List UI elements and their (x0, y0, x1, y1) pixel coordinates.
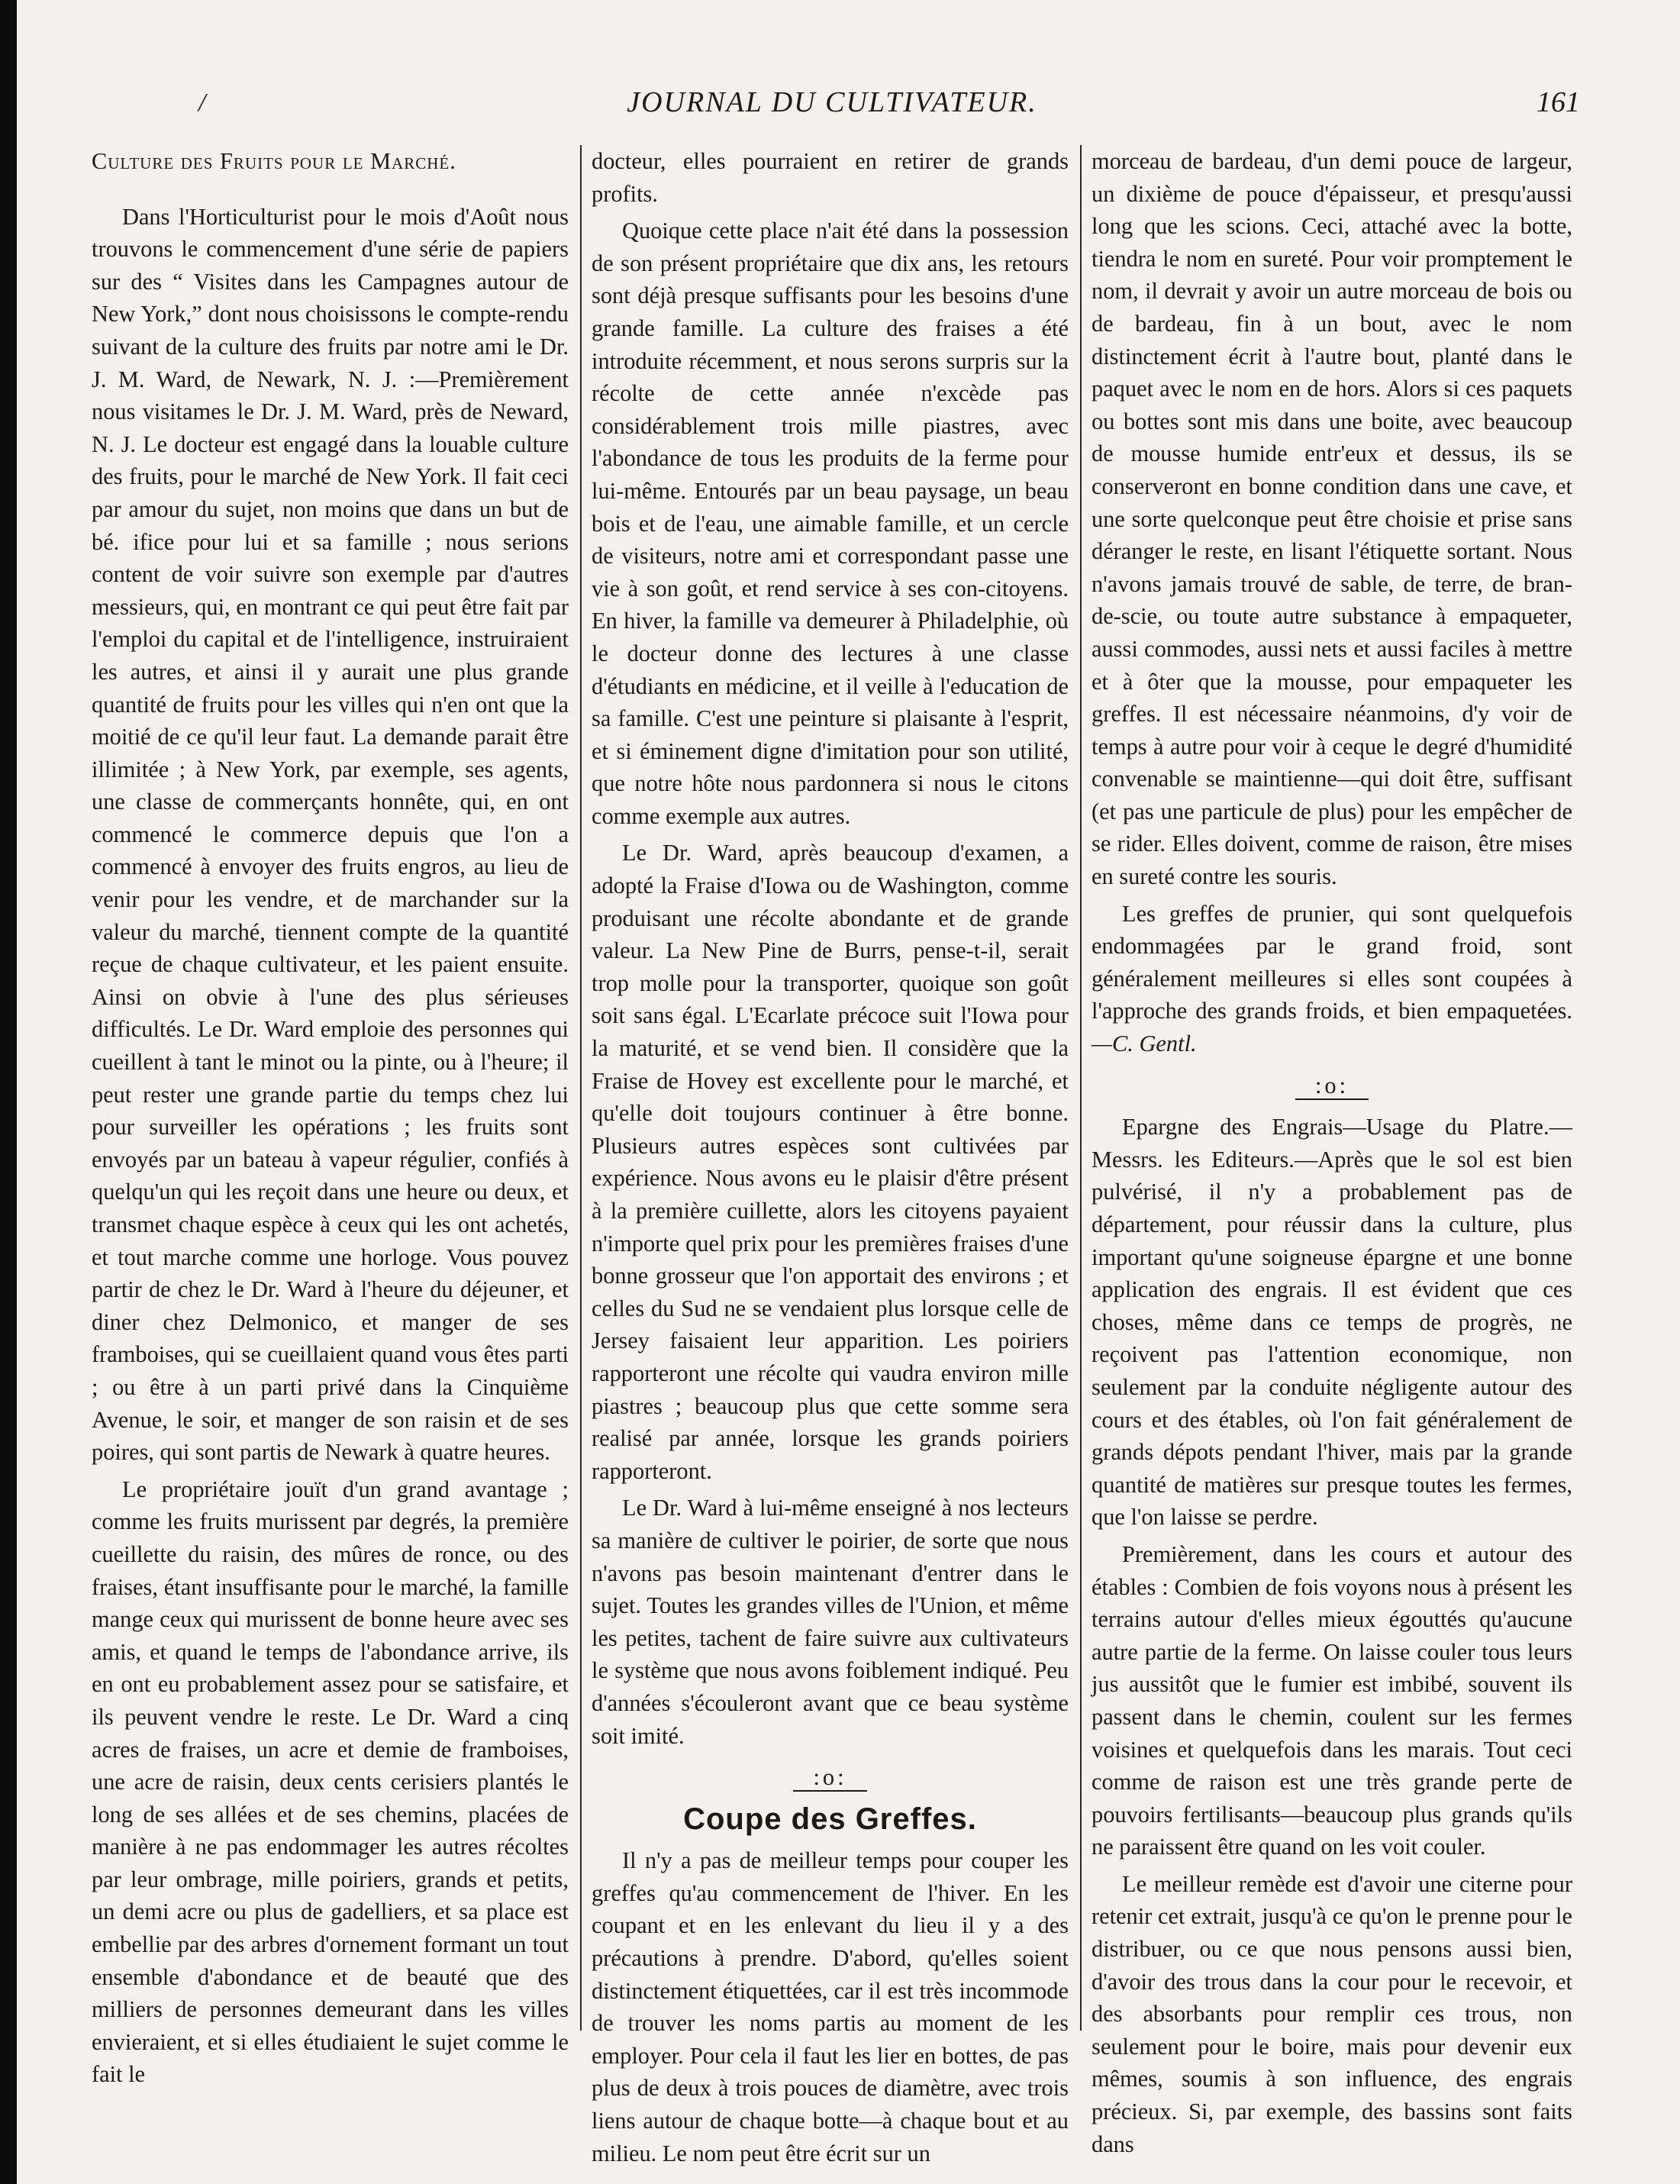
column-rule-1 (580, 145, 582, 2031)
section-divider (1092, 1069, 1572, 1102)
section-title: Coupe des Greffes. (683, 1802, 977, 1836)
paragraph: Epargne des Engrais—Usage du Platre.—Messrs. les Editeurs.—Après que le sol est bien pulvérisé, il n'y a probablement pas de département, pour réussir dans la culture, plus important qu'une soigneuse épargne et une bonne application des engrais. Il est évident que ces choses, même dans ce temps de progrès, ne reçoivent pas l'attention economique, non seulement par la conduite négligente autour des cours et des étables, où l'on fait généralement de grands dépots pendant l'hiver, mais par la grande quantité de matières sur presque toutes les fermes, que l'on laisse se perdre. (1092, 1114, 1572, 1531)
divider-mark: :o: (1295, 1073, 1369, 1100)
paragraph-text: Les greffes de prunier, qui sont quelquefois endommagées par le grand froid, sont généralement meilleures si elles sont coupées à l'approche des grands froids, et bien empaquetées. (1092, 900, 1572, 1024)
paragraph: morceau de bardeau, d'un demi pouce de largeur, un dixième de pouce d'épaisseur, et presqu'aussi long que les scions. Ceci, attaché avec la botte, tiendra le nom en sureté. Pour voir promptement le nom, il devrait y avoir un autre morceau de bois ou de bardeau, fin à un bout, avec le nom distinctement écrit à l'autre bout, planté dans le paquet avec le nom en de hors. Alors si ces paquets ou bottes sont mis dans une boite, avec beaucoup de mousse humide entr'eux et dessus, ils se conserveront en bonne condition dans une cave, et une sorte quelconque peut être choisie et prise sans déranger le reste, en lisant l'étiquette sortant. Nous n'avons jamais trouvé de sable, de terre, de bran-de-scie, ou toute autre substance à empaqueter, aussi commodes, aussi nets et aussi faciles à mettre et à ôter que la mousse, pour empaqueter les greffes. Il est nécessaire néanmoins, d'y voir de temps à autre pour voir à ceque le degré d'humidité convenable se maintienne—qui doit être, suffisant (et pas une particule de plus) pour les empêcher de se rider. Elles doivent, comme de raison, être mises en sureté contre les souris. (1092, 148, 1572, 890)
paragraph (1092, 898, 1572, 1060)
signature: —C. Gentl. (1092, 1031, 1197, 1057)
section-divider (592, 1761, 1069, 1794)
page-number: 161 (1537, 86, 1580, 118)
paragraph: Il n'y a pas de meilleur temps pour couper les greffes qu'au commencement de l'hiver. En les coupant et en les enlevant du lieu il y a des précautions à prendre. D'abord, qu'elles soient distinctement étiquettées, car il est très incommode de trouver les noms partis au moment de les employer. Pour cela il faut les lier en bottes, de pas plus de deux à trois pouces de diamètre, avec trois liens autour de chaque botte—à chaque bout et au milieu. Le nom peut être écrit sur un (592, 1847, 1069, 2166)
column-2 (592, 145, 1069, 2166)
paragraph: docteur, elles pourraient en retirer de grands profits. (592, 148, 1069, 207)
column-3 (1092, 145, 1572, 2157)
paragraph: Le Dr. Ward, après beaucoup d'examen, a adopté la Fraise d'Iowa ou de Washington, comme produisant une récolte abondante et de grande valeur. La New Pine de Burrs, pense-t-il, serait trop molle pour la transporter, quoique son goût soit sans égal. L'Ecarlate précoce suit l'Iowa pour la maturité, et se vend bien. Il considère que la Fraise de Hovey est excellente pour le marché, et qu'elle doit toujours continuer à être bonne. Plusieurs autres espèces sont cultivées par expérience. Nous avons eu le plaisir d'être présent à la première cuillette, alors les citoyens payaient n'importe quel prix pour les premières fraises d'une bonne grosseur que l'on apportait des environs ; et celles du Sud ne se vendaient plus lorsque celle de Jersey faisaient leur apparition. Les poiriers rapporteront une récolte qui vaudra environ mille piastres ; beaucoup plus que cette somme sera realisé par année, lorsque les grands poiriers rapporteront. (592, 840, 1069, 1484)
paragraph: Premièrement, dans les cours et autour des étables : Combien de fois voyons nous à présent les terrains autour d'elles mieux égouttés qu'aucune autre partie de la ferme. On laisse couler tous leurs jus aussitôt que le fumier est imbibé, souvent ils passent dans le chemin, coulent sur les fermes voisines et quelquefois dans les marais. Tout ceci comme de raison est une très grande perte de pouvoirs fertilisants—beaucoup plus grands qu'ils ne paraissent être quand on les voit couler. (1092, 1540, 1572, 1860)
article-headline: Culture des Fruits pour le Marché. (92, 148, 456, 174)
paragraph: Le Dr. Ward à lui-même enseigné à nos lecteurs sa manière de cultiver le poirier, de sorte que nous n'avons pas besoin maintenant d'entrer dans le sujet. Toutes les grandes villes de l'Union, et même les petites, tachent de faire suivre aux cultivateurs le système que nous avons foiblement indiqué. Peu d'années s'écouleront avant que ce beau système soit imité. (592, 1495, 1069, 1749)
journal-title: JOURNAL DU CULTIVATEUR. (627, 86, 1037, 118)
paragraph: Quoique cette place n'ait été dans la possession de son présent propriétaire que dix ans, les retours sont déjà presque suffisants pour les besoins d'une grande famille. La culture des fraises a été introduite récemment, et nous serons surpris sur la récolte de cette année n'excède pas considérablement trois mille piastres, avec l'abondance de tous les produits de la ferme pour lui-même. Entourés par un beau paysage, un beau bois et de l'eau, une aimable famille, et un cercle de visiteurs, notre ami et correspondant passe une vie à son goût, et rend service à ses con-citoyens. En hiver, la famille va demeurer à Philadelphie, où le docteur donne des lectures à une classe d'étudiants en médicine, et il veille à l'education de sa famille. C'est une peinture si plaisante à l'esprit, et si éminement digne d'imitation pour son utilité, que notre hôte nous pardonnera si nous le citons comme exemple aux autres. (592, 218, 1069, 829)
paragraph: Dans l'Horticulturist pour le mois d'Août nous trouvons le commencement d'une série de papiers sur des “ Visites dans les Campagnes autour de New York,” dont nous choisissons le compte-rendu suivant de la culture des fruits par notre ami le Dr. J. M. Ward, de Newark, N. J. :—Premièrement nous visitames le Dr. J. M. Ward, près de Neward, N. J. Le docteur est engagé dans la louable culture des fruits, pour le marché de New York. Il fait ceci par amour du sujet, non moins que dans un but de bé. ifice pour lui et sa famille ; nous serions content de voir suivre son exemple par d'autres messieurs, qui, en montrant ce qui peut être fait par l'emploi du capital et de l'intelligence, instruiraient les autres, et ainsi il y aurait une plus grande quantité de fruits pour les villes qui n'en ont que la moitié de ce qu'il leur faut. La demande parait être illimitée ; à New York, par exemple, ses agents, une classe de commerçants honnête, qui, en ont commencé le commerce depuis que l'on a commencé à envoyer des fruits engros, au lieu de venir pour les vendre, et de marchander sur la valeur du marché, tiennent compte de la quantité reçue de chaque cultivateur, et les paient ensuite. Ainsi on obvie à l'une des plus sérieuses difficultés. Le Dr. Ward emploie des personnes qui cueillent à tant le minot ou la pinte, ou à l'heure; il peut rester une grande partie du temps chez lui pour surveiller les opérations ; les fruits sont envoyés par un bateau à vapeur régulier, confiés à quelqu'un qui les reçoit dans une heure ou deux, et transmet chaque espèce à ceux qui les ont achetés, et tout marche comme une horloge. Vous pouvez partir de chez le Dr. Ward à l'heure du déjeuner, et diner chez Delmonico, et manger de ses framboises, qui se cueillaient quand vous êtes parti ; ou être à un parti privé dans la Cinquième Avenue, le soir, et manger de son raisin et de ses poires, qui sont partis de Newark à quatre heures. (92, 203, 569, 1466)
binding-edge (0, 0, 17, 2184)
column-rule-2 (1080, 145, 1082, 2031)
paragraph: Le propriétaire jouït d'un grand avantage ; comme les fruits murissent par degrés, la première cueillette du raisin, des mûres de ronce, ou des fraises, étant insuffisante pour le marché, la famille mange ceux qui murissent de bonne heure avec ses amis, et quand le temps de l'abondance arrive, ils en ont eu probablement assez pour se satisfaire, et ils peuvent vendre le reste. Le Dr. Ward a cinq acres de fraises, un acre et demie de framboises, une acre de raisin, deux cents cerisiers plantés le long de ses allées et de ses chemins, placées de manière à ne pas endommager les autres récoltes par leur ombrage, mille poiriers, grands et petits, un demi acre ou plus de gadelliers, et sa place est embellie par des arbres d'ornement formant un tout ensemble d'abondance et de beauté que des milliers de personnes demeurant dans les villes envieraient, et si elles étudiaient le sujet comme le fait le (92, 1476, 569, 2088)
page-header (84, 85, 1580, 131)
paragraph: Le meilleur remède est d'avoir une citerne pour retenir cet extrait, jusqu'à ce qu'on le prenne pour le distribuer, ou ce que nous pensons aussi bien, d'avoir des trous dans la cour pour le recevoir, et des absorbants pour remplir ces trous, non seulement pour le boire, mais pour devenir eux mêmes, soumis à son influence, des engrais précieux. Si, par exemple, des bassins sont faits dans (1092, 1870, 1572, 2157)
header-mark: / (198, 89, 206, 117)
divider-mark: :o: (793, 1764, 866, 1792)
column-1 (92, 145, 569, 2099)
